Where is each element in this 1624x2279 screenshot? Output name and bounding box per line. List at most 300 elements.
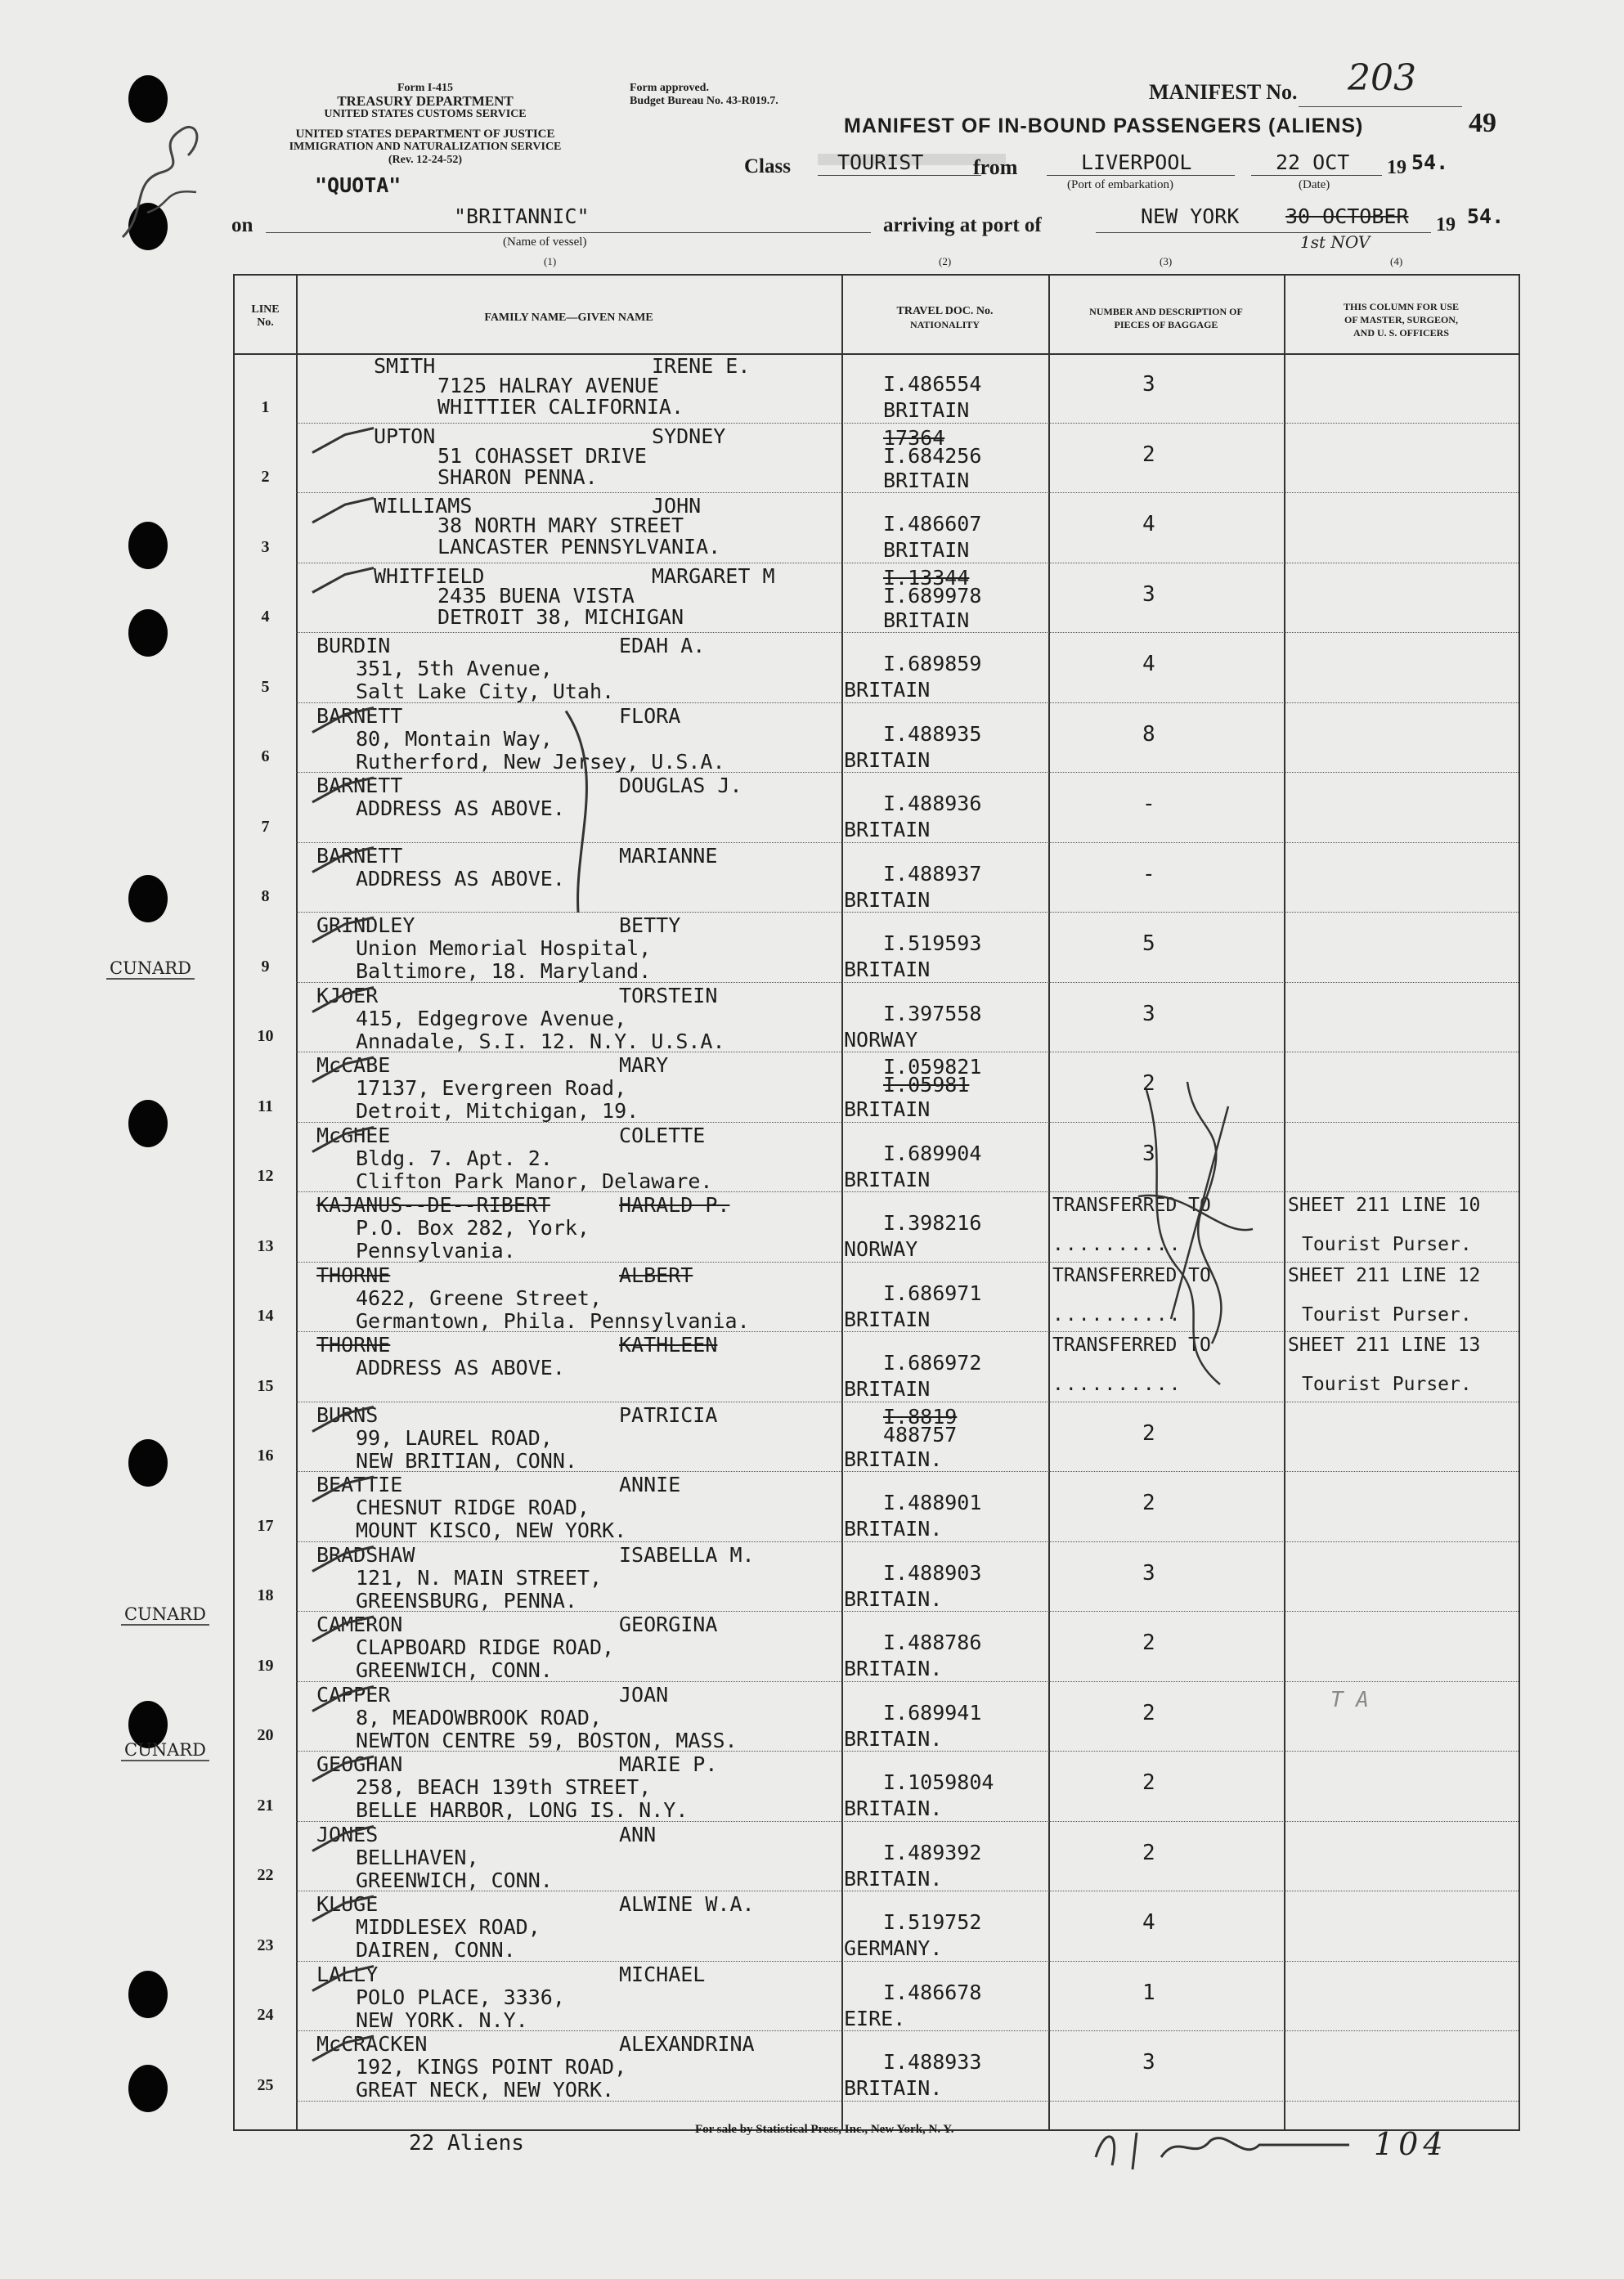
given-name: ANNIE xyxy=(619,1473,681,1496)
family-name: UPTON xyxy=(374,424,436,448)
transferred-note: TRANSFERRED TO xyxy=(1052,1195,1211,1216)
class-value: TOURIST xyxy=(837,150,924,174)
address-line-1: 7125 HALRAY AVENUE xyxy=(437,374,659,397)
nationality: BRITAIN xyxy=(883,468,970,492)
given-name: ALWINE W.A. xyxy=(619,1892,755,1916)
class-line xyxy=(818,175,981,176)
nationality: BRITAIN. xyxy=(844,1726,943,1751)
line-number: 3 xyxy=(261,537,270,556)
nationality: BRITAIN xyxy=(844,1167,931,1191)
travel-doc-number: I.486607 xyxy=(883,512,982,536)
travel-doc-number-alt: I.05981 xyxy=(883,1073,970,1097)
nationality: GERMANY. xyxy=(844,1936,943,1960)
col-header-officers: AND U. S. OFFICERS xyxy=(1353,327,1449,339)
col-header-officers: THIS COLUMN FOR USE xyxy=(1343,301,1460,312)
address-line-1: Bldg. 7. Apt. 2. xyxy=(356,1146,553,1170)
family-name: LALLY xyxy=(316,1962,379,1986)
family-name: WILLIAMS xyxy=(374,494,473,518)
purser-note: Tourist Purser. xyxy=(1302,1374,1472,1395)
embark-date: 22 OCT xyxy=(1276,150,1350,174)
travel-doc-number: I.1059804 xyxy=(883,1770,994,1794)
line-number: 22 xyxy=(257,1866,274,1884)
travel-doc-number: I.489392 xyxy=(883,1840,982,1864)
nationality: BRITAIN. xyxy=(844,1866,943,1891)
line-number: 4 xyxy=(261,608,270,626)
family-name: BURNS xyxy=(316,1402,379,1427)
table-row xyxy=(235,1891,1519,1962)
nationality: BRITAIN xyxy=(844,818,931,841)
line-number: 11 xyxy=(258,1097,273,1115)
col-header-line-no: No. xyxy=(257,316,274,329)
from-label: from xyxy=(973,155,1018,179)
family-name: GRINDLEY xyxy=(316,913,415,937)
baggage-count: 2 xyxy=(1142,1840,1155,1865)
travel-doc-number: I.519593 xyxy=(883,931,982,955)
table-row xyxy=(235,353,1519,424)
given-name: MARIE P. xyxy=(619,1752,718,1776)
printer-note: For sale by Statistical Press, Inc., New York, N. Y. xyxy=(695,2123,954,2136)
table-row xyxy=(235,1612,1519,1682)
table-row xyxy=(235,1962,1519,2032)
address-line-1: 99, LAUREL ROAD, xyxy=(356,1425,553,1450)
table-row xyxy=(235,1542,1519,1613)
baggage-count: 3 xyxy=(1142,1141,1155,1166)
address-line-2: Annadale, S.I. 12. N.Y. U.S.A. xyxy=(356,1029,725,1053)
nationality: BRITAIN. xyxy=(844,1657,943,1680)
date-caption: (Date) xyxy=(1299,178,1330,191)
family-name: THORNE xyxy=(316,1263,391,1287)
nationality: BRITAIN xyxy=(883,538,970,562)
family-name: McCABE xyxy=(316,1053,391,1077)
line-number: 1 xyxy=(261,397,270,416)
given-name: TORSTEIN xyxy=(619,983,718,1007)
line-number: 5 xyxy=(261,677,270,696)
line-number: 17 xyxy=(257,1516,274,1535)
travel-doc-number: I.488935 xyxy=(883,721,982,746)
address-line-2: NEW BRITIAN, CONN. xyxy=(356,1448,577,1473)
col-num-2: (2) xyxy=(939,255,952,267)
address-line-2: SHARON PENNA. xyxy=(437,464,598,489)
travel-doc-number: I.059821 xyxy=(883,1055,982,1079)
baggage-count: 1 xyxy=(1142,1980,1155,2005)
address-line-2: DETROIT 38, MICHIGAN xyxy=(437,604,684,629)
table-row xyxy=(235,1123,1519,1193)
table-header xyxy=(235,276,1519,355)
col-num-4: (4) xyxy=(1390,255,1403,267)
service: UNITED STATES CUSTOMS SERVICE xyxy=(324,108,527,120)
travel-doc-number: I.397558 xyxy=(883,1001,982,1025)
given-name: ALBERT xyxy=(619,1263,693,1287)
table-row xyxy=(235,1752,1519,1822)
line-number: 18 xyxy=(257,1586,274,1604)
baggage-count: 3 xyxy=(1142,1560,1155,1586)
nationality: BRITAIN xyxy=(883,608,970,632)
baggage-count: - xyxy=(1142,861,1155,886)
table-row xyxy=(235,1472,1519,1542)
line-number: 19 xyxy=(257,1656,274,1675)
approval-block xyxy=(630,82,818,108)
col-num-1: (1) xyxy=(544,255,557,267)
baggage-count: 2 xyxy=(1142,1631,1155,1655)
officer-note: T A xyxy=(1330,1687,1369,1712)
travel-doc-number: I.689941 xyxy=(883,1700,982,1725)
address-line-1: 415, Edgegrove Avenue, xyxy=(356,1006,627,1030)
address-line-1: 351, 5th Avenue, xyxy=(356,657,553,680)
baggage-count: 2 xyxy=(1142,1420,1155,1446)
line-number: 13 xyxy=(257,1236,274,1255)
baggage-count: 3 xyxy=(1142,2050,1155,2075)
margin-note-cunard: CUNARD xyxy=(121,1604,209,1626)
given-name: HARALD P. xyxy=(619,1193,730,1217)
given-name: DOUGLAS J. xyxy=(619,774,742,797)
line-number: 15 xyxy=(257,1376,274,1395)
baggage-count: 4 xyxy=(1142,512,1155,536)
address-line-2: LANCASTER PENNSYLVANIA. xyxy=(437,535,721,559)
family-name: BURDIN xyxy=(316,634,391,657)
table-row xyxy=(235,773,1519,843)
arrival-year: 54. xyxy=(1467,204,1505,228)
address-line-1: 17137, Evergreen Road, xyxy=(356,1076,627,1100)
table-row xyxy=(235,913,1519,983)
nationality: EIRE. xyxy=(844,2006,906,2030)
travel-doc-number-alt: I.684256 xyxy=(883,443,982,468)
nationality: BRITAIN xyxy=(844,747,931,772)
address-line-1: P.O. Box 282, York, xyxy=(356,1216,590,1240)
family-name: BARNETT xyxy=(316,843,403,868)
nationality: BRITAIN xyxy=(844,678,931,702)
address-line-2: WHITTIER CALIFORNIA. xyxy=(437,395,684,419)
given-name: KATHLEEN xyxy=(619,1333,718,1357)
travel-doc-number: I.686971 xyxy=(883,1281,982,1305)
table-row xyxy=(235,1052,1519,1123)
address-line-1: 258, BEACH 139th STREET, xyxy=(356,1775,652,1799)
travel-doc-number: I.486554 xyxy=(883,372,982,396)
baggage-count: 3 xyxy=(1142,1001,1155,1026)
nationality: BRITAIN. xyxy=(844,2076,943,2100)
purser-note: Tourist Purser. xyxy=(1302,1303,1472,1326)
given-name: ANN xyxy=(619,1822,657,1846)
line-number: 12 xyxy=(257,1167,274,1185)
table-row xyxy=(235,1682,1519,1752)
address-line-1: 38 NORTH MARY STREET xyxy=(437,514,684,537)
address-line-1: 2435 BUENA VISTA xyxy=(437,583,635,608)
transferred-note: TRANSFERRED TO xyxy=(1052,1335,1211,1356)
travel-doc-number: I.488901 xyxy=(883,1491,982,1514)
given-name: COLETTE xyxy=(619,1123,706,1147)
punch-hole xyxy=(128,875,168,922)
travel-doc-number: 17364 xyxy=(883,425,945,450)
address-line-1: 192, KINGS POINT ROAD, xyxy=(356,2055,627,2079)
address-line-2: Salt Lake City, Utah. xyxy=(356,680,615,703)
travel-doc-number: I.686972 xyxy=(883,1351,982,1375)
family-name: JONES xyxy=(316,1822,379,1846)
table-row xyxy=(235,424,1519,494)
punch-hole xyxy=(128,1100,168,1147)
travel-doc-number-alt: 488757 xyxy=(883,1422,958,1447)
vessel-line xyxy=(266,232,871,233)
baggage-count: 2 xyxy=(1142,442,1155,467)
col-header-baggage-pieces: PIECES OF BAGGAGE xyxy=(1114,319,1218,330)
nationality: BRITAIN. xyxy=(844,1447,943,1471)
on-label: on xyxy=(231,214,253,236)
baggage-count: 8 xyxy=(1142,721,1155,747)
class-label: Class xyxy=(744,155,791,177)
travel-doc-number-alt: I.689978 xyxy=(883,583,982,608)
given-name: MARIANNE xyxy=(619,843,718,868)
given-name: MARY xyxy=(619,1053,669,1077)
officer-note: SHEET 211 LINE 10 xyxy=(1288,1195,1481,1216)
col-header-nationality: NATIONALITY xyxy=(909,319,980,330)
baggage-count: 2 xyxy=(1142,1700,1155,1725)
address-line-2: Pennsylvania. xyxy=(356,1239,516,1263)
punch-hole xyxy=(128,1971,168,2018)
family-name: BARNETT xyxy=(316,774,403,797)
travel-doc-number: I.519752 xyxy=(883,1910,982,1934)
date-year: 54. xyxy=(1411,150,1449,174)
travel-doc-number: I.486678 xyxy=(883,1980,982,2004)
col-header-officers: OF MASTER, SURGEON, xyxy=(1344,314,1458,325)
department: TREASURY DEPARTMENT xyxy=(337,93,514,109)
line-number: 16 xyxy=(257,1447,274,1465)
address-line-1: CHESNUT RIDGE ROAD, xyxy=(356,1496,590,1519)
family-name: BRADSHAW xyxy=(316,1542,415,1567)
table-row xyxy=(235,983,1519,1053)
nationality: BRITAIN xyxy=(844,1097,931,1121)
travel-doc-number: I.689904 xyxy=(883,1141,982,1165)
family-name: McCRACKEN xyxy=(316,2032,428,2056)
arrival-date-handwritten: 1st NOV xyxy=(1300,232,1371,252)
line-number: 24 xyxy=(257,2006,274,2024)
family-name: GEOGHAN xyxy=(316,1752,403,1776)
sheet-number: 49 xyxy=(1469,108,1496,138)
col-header-travel-doc: TRAVEL DOC. No. xyxy=(896,305,994,317)
address-line-2: Rutherford, New Jersey, U.S.A. xyxy=(356,749,725,774)
given-name: BETTY xyxy=(619,913,681,937)
nationality: NORWAY xyxy=(844,1027,918,1052)
family-name: THORNE xyxy=(316,1333,391,1357)
alien-count: 22 Aliens xyxy=(409,2131,524,2156)
address-line-1: MIDDLESEX ROAD, xyxy=(356,1915,541,1939)
nationality: BRITAIN. xyxy=(844,1586,943,1611)
footer-signature xyxy=(1088,2124,1357,2174)
arrival-port: NEW YORK xyxy=(1141,204,1240,228)
line-number: 2 xyxy=(261,468,270,486)
ins: IMMIGRATION AND NATURALIZATION SERVICE xyxy=(289,141,562,153)
table-row xyxy=(235,563,1519,634)
address-line-1: ADDRESS AS ABOVE. xyxy=(356,1356,565,1380)
line-number: 6 xyxy=(261,747,270,765)
address-line-1: ADDRESS AS ABOVE. xyxy=(356,866,565,891)
col-header-name: FAMILY NAME—GIVEN NAME xyxy=(484,312,653,324)
line-number: 25 xyxy=(257,2075,274,2094)
travel-doc-number: I.689859 xyxy=(883,652,982,675)
given-name: SYDNEY xyxy=(652,424,726,448)
budget-bureau: Budget Bureau No. 43-R019.7. xyxy=(630,95,778,107)
col-num-3: (3) xyxy=(1160,255,1173,267)
address-line-1: CLAPBOARD RIDGE ROAD, xyxy=(356,1635,615,1659)
address-line-2: MOUNT KISCO, NEW YORK. xyxy=(356,1519,627,1542)
given-name: PATRICIA xyxy=(619,1402,718,1427)
passenger-table xyxy=(233,274,1520,2131)
address-line-1: 8, MEADOWBROOK ROAD, xyxy=(356,1705,603,1729)
address-line-1: 51 COHASSET DRIVE xyxy=(437,443,647,468)
margin-note-cunard: CUNARD xyxy=(121,1740,209,1761)
address-line-2: Baltimore, 18. Maryland. xyxy=(356,959,652,983)
family-name: KJOER xyxy=(316,983,379,1007)
family-name: CAPPER xyxy=(316,1682,391,1707)
justice-dept: UNITED STATES DEPARTMENT OF JUSTICE xyxy=(295,128,555,141)
baggage-count: 2 xyxy=(1142,1770,1155,1795)
given-name: ISABELLA M. xyxy=(619,1542,755,1567)
margin-signature xyxy=(98,114,221,245)
officer-note: SHEET 211 LINE 13 xyxy=(1288,1335,1481,1356)
nationality: BRITAIN xyxy=(844,1377,931,1401)
family-name: KAJANUS--DE--RIBERT xyxy=(316,1193,550,1217)
table-row: 15 THORNE KATHLEEN ADDRESS AS ABOVE. I.686972 BRITAIN TRANSFERRED TO SHEET 211 LINE 13 .......... Tourist Purser. xyxy=(235,1332,1519,1402)
travel-doc-number: I.488933 xyxy=(883,2050,982,2074)
table-row xyxy=(235,633,1519,703)
arrival-year-prefix: 19 xyxy=(1436,214,1456,236)
form-number: Form I-415 xyxy=(397,82,454,94)
family-name: McGHEE xyxy=(316,1123,391,1147)
port-of-embarkation: LIVERPOOL xyxy=(1081,150,1192,174)
nationality: BRITAIN xyxy=(844,1307,931,1331)
travel-doc-number: I.488936 xyxy=(883,792,982,815)
line-number: 8 xyxy=(261,887,270,905)
address-line-2: Clifton Park Manor, Delaware. xyxy=(356,1169,713,1193)
port-caption: (Port of embarkation) xyxy=(1067,178,1173,191)
margin-note-cunard: CUNARD xyxy=(106,958,195,980)
baggage-count: 3 xyxy=(1142,372,1155,397)
address-line-1: 121, N. MAIN STREET, xyxy=(356,1565,603,1590)
address-line-1: BELLHAVEN, xyxy=(356,1845,479,1869)
nationality: BRITAIN xyxy=(883,398,970,422)
line-number: 23 xyxy=(257,1936,274,1954)
address-line-2: NEWTON CENTRE 59, BOSTON, MASS. xyxy=(356,1728,738,1752)
family-name: WHITFIELD xyxy=(374,563,485,588)
officer-note: SHEET 211 LINE 12 xyxy=(1288,1264,1481,1286)
travel-doc-number: I.488937 xyxy=(883,861,982,886)
line-number: 21 xyxy=(257,1796,274,1815)
revision: (Rev. 12-24-52) xyxy=(388,154,463,166)
travel-doc-number: I.8819 xyxy=(883,1404,958,1429)
baggage-count: 2 xyxy=(1142,1071,1155,1096)
punch-hole xyxy=(128,2065,168,2112)
address-line-2: Detroit, Mitchigan, 19. xyxy=(356,1099,639,1123)
transferred-note: TRANSFERRED TO xyxy=(1052,1264,1211,1286)
nationality: BRITAIN. xyxy=(844,1517,943,1541)
travel-doc-number: I.13344 xyxy=(883,565,970,590)
travel-doc-number: I.488786 xyxy=(883,1631,982,1654)
line-number: 10 xyxy=(257,1027,274,1045)
table-row xyxy=(235,843,1519,913)
arriving-label: arriving at port of xyxy=(883,214,1042,236)
baggage-count: - xyxy=(1142,792,1155,816)
line-number: 14 xyxy=(257,1307,274,1325)
vessel-name: "BRITANNIC" xyxy=(454,204,590,228)
table-row xyxy=(235,703,1519,774)
address-line-2: NEW YORK. N.Y. xyxy=(356,2008,528,2032)
given-name: GEORGINA xyxy=(619,1613,718,1636)
address-line-2: BELLE HARBOR, LONG IS. N.Y. xyxy=(356,1798,689,1822)
given-name: EDAH A. xyxy=(619,634,706,657)
given-name: FLORA xyxy=(619,703,681,728)
manifest-number: 203 xyxy=(1348,57,1416,99)
quota-label: "QUOTA" xyxy=(315,173,402,197)
family-name: BEATTIE xyxy=(316,1473,403,1496)
address-line-1: Union Memorial Hospital, xyxy=(356,936,652,960)
address-line-1: 4622, Greene Street, xyxy=(356,1285,603,1310)
table-row xyxy=(235,2031,1519,2102)
nationality: BRITAIN xyxy=(844,887,931,912)
punch-hole xyxy=(128,609,168,657)
baggage-count: 4 xyxy=(1142,1910,1155,1935)
table-row xyxy=(235,1402,1519,1473)
address-line-1: 80, Montain Way, xyxy=(356,726,553,751)
table-row xyxy=(235,493,1519,563)
family-name: KLUGE xyxy=(316,1892,379,1916)
baggage-count: 4 xyxy=(1142,652,1155,676)
line-number: 7 xyxy=(261,817,270,836)
travel-doc-number: I.398216 xyxy=(883,1211,982,1235)
nationality: NORWAY xyxy=(844,1237,918,1261)
baggage-count: 5 xyxy=(1142,931,1155,956)
given-name: MICHAEL xyxy=(619,1962,706,1986)
approval: Form approved. xyxy=(630,82,709,94)
manifest-no-label: MANIFEST No. xyxy=(1149,80,1298,104)
address-line-2: GREENSBURG, PENNA. xyxy=(356,1588,577,1613)
line-number: 9 xyxy=(261,957,270,976)
manifest-title: MANIFEST OF IN-BOUND PASSENGERS (ALIENS) xyxy=(844,114,1364,137)
address-line-2: Germantown, Phila. Pennsylvania. xyxy=(356,1308,750,1333)
date-year-prefix: 19 xyxy=(1387,157,1406,178)
table-row: 13 KAJANUS--DE--RIBERT HARALD P. P.O. Box 282, York, Pennsylvania. I.398216 NORWAY TRANSFERRED TO SHEET 211 LINE 10 .......... Tourist Purser. xyxy=(235,1192,1519,1263)
punch-hole xyxy=(128,522,168,569)
manifest-no-line xyxy=(1299,106,1462,107)
family-name: BARNETT xyxy=(316,703,403,728)
given-name: MARGARET M xyxy=(652,563,775,588)
given-name: JOHN xyxy=(652,494,702,518)
given-name: JOAN xyxy=(619,1682,669,1707)
justice-block xyxy=(237,128,613,167)
footer-handwritten-number: 104 xyxy=(1374,2126,1448,2162)
family-name: CAMERON xyxy=(316,1613,403,1636)
given-name: ALEXANDRINA xyxy=(619,2032,755,2056)
travel-doc-number: I.488903 xyxy=(883,1560,982,1585)
address-line-2: GREENWICH, CONN. xyxy=(356,1868,553,1892)
address-line-2: GREENWICH, CONN. xyxy=(356,1658,553,1682)
arrival-date-struck: 30 OCTOBER xyxy=(1285,204,1409,228)
family-name: SMITH xyxy=(374,354,436,378)
baggage-count: 3 xyxy=(1142,581,1155,607)
baggage-count: 2 xyxy=(1142,1491,1155,1515)
vessel-caption: (Name of vessel) xyxy=(503,236,587,249)
given-name: IRENE E. xyxy=(652,354,751,378)
arrival-line xyxy=(1096,232,1431,233)
line-number: 20 xyxy=(257,1726,274,1744)
table-row: 14 THORNE ALBERT 4622, Greene Street, Germantown, Phila. Pennsylvania. I.686971 BRITAIN TRANSFERRED TO SHEET 211 LINE 12 .......... Tourist Purser. xyxy=(235,1263,1519,1333)
col-header-baggage: NUMBER AND DESCRIPTION OF xyxy=(1089,306,1243,317)
from-line xyxy=(1047,175,1235,176)
form-header-block xyxy=(311,82,540,121)
col-header-line: LINE xyxy=(251,303,280,316)
address-line-1: ADDRESS AS ABOVE. xyxy=(356,796,565,820)
punch-hole xyxy=(128,1439,168,1487)
address-line-2: DAIREN, CONN. xyxy=(356,1938,516,1962)
nationality: BRITAIN xyxy=(844,958,931,981)
table-row xyxy=(235,1822,1519,1892)
address-line-1: POLO PLACE, 3336, xyxy=(356,1985,565,2009)
